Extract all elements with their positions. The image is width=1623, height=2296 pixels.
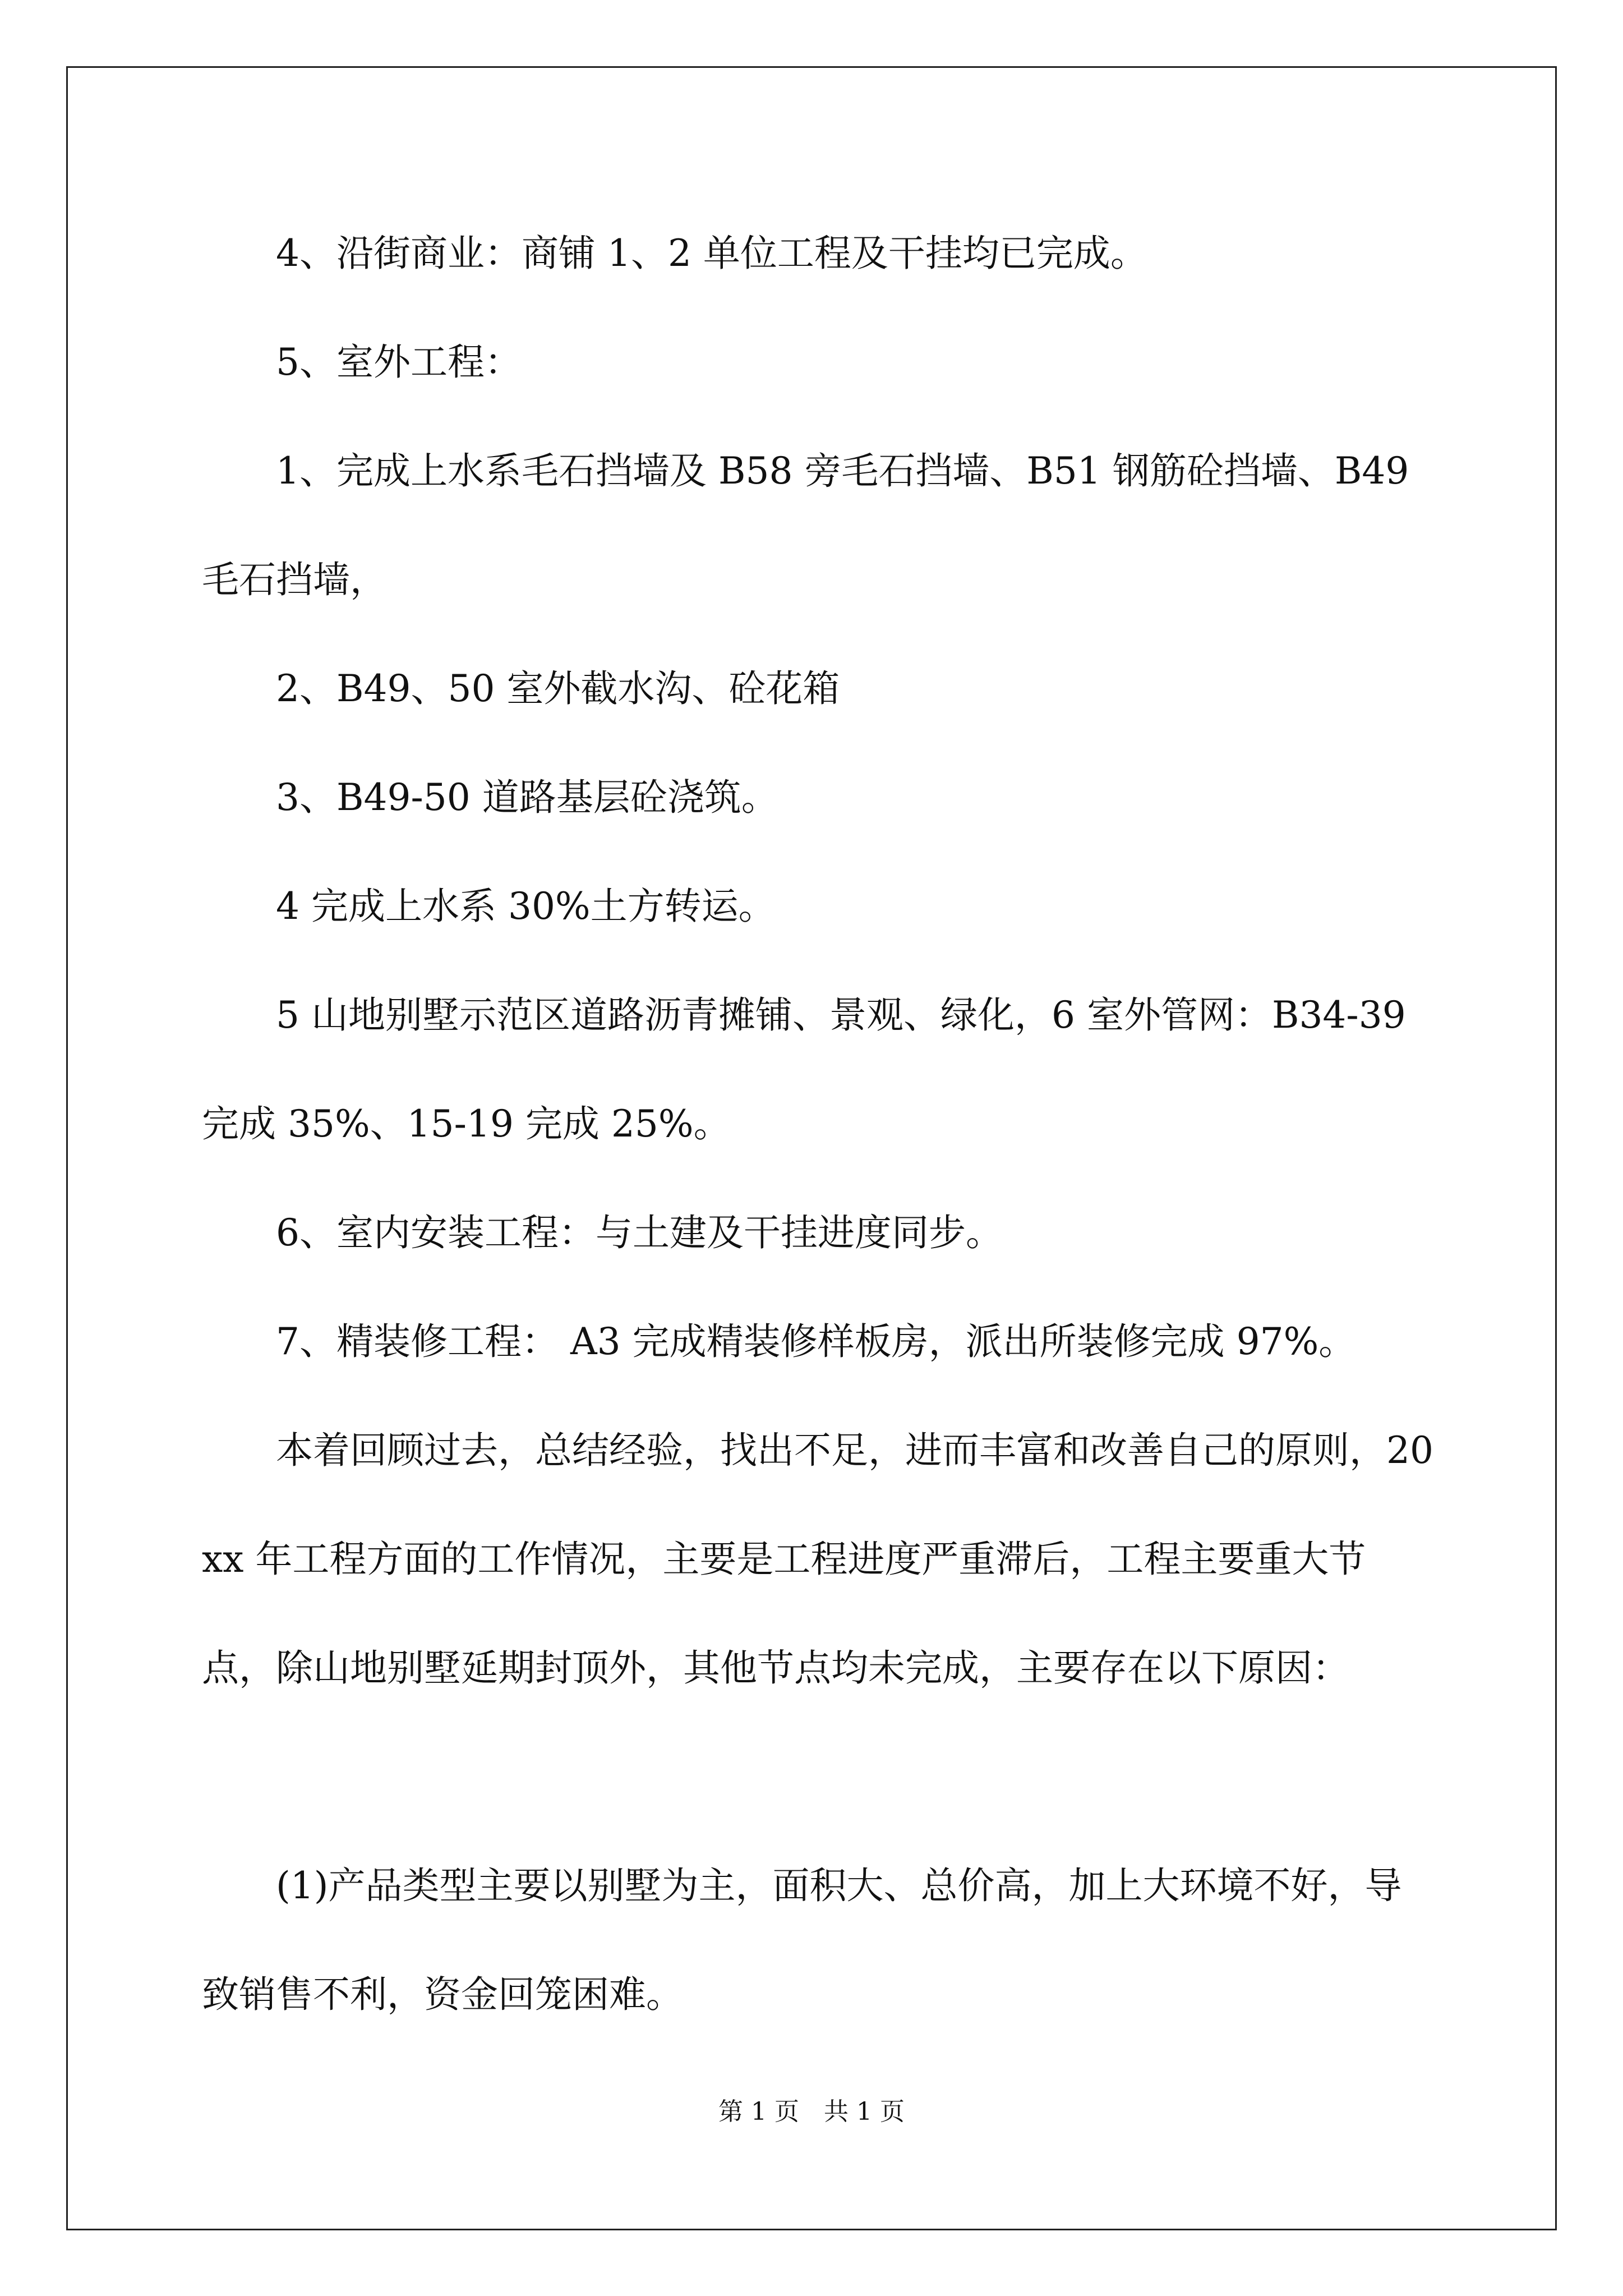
paragraph-9: 7、精装修工程： A3 完成精装修样板房，派出所装修完成 97%。 xyxy=(276,1320,1356,1363)
page-footer: 第 1 页 共 1 页 xyxy=(718,2097,905,2126)
paragraph-6: 4 完成上水系 30%土方转运。 xyxy=(276,885,776,928)
paragraph-2: 5、室外工程： xyxy=(276,341,522,384)
paragraph-8: 6、室内安装工程：与土建及干挂进度同步。 xyxy=(276,1211,1003,1254)
paragraph-3: 1、完成上水系毛石挡墙及 B58 旁毛石挡墙、B51 钢筋砼挡墙、B49 毛石挡墙， xyxy=(202,449,1421,601)
paragraph-1: 4、沿街商业：商铺 1、2 单位工程及干挂均已完成。 xyxy=(276,232,1147,275)
paragraph-5: 3、B49-50 道路基层砼浇筑。 xyxy=(276,776,778,819)
paragraph-10: 本着回顾过去，总结经验，找出不足，进而丰富和改善自己的原则，20xx 年工程方面的工作情况，主要是工程进度严重滞后，工程主要重大节点，除山地别墅延期封顶外，其他节点均未完成，主要存在以下原因： xyxy=(202,1429,1433,1690)
paragraph-7: 5 山地别墅示范区道路沥青摊铺、景观、绿化，6 室外管网：B34-39 完成 35%、15-19 完成 25%。 xyxy=(202,993,1418,1145)
paragraph-4: 2、B49、50 室外截水沟、砼花箱 xyxy=(276,667,840,710)
paragraph-11: (1)产品类型主要以别墅为主，面积大、总价高，加上大环境不好，导致销售不利，资金回笼困难。 xyxy=(202,1864,1402,2016)
